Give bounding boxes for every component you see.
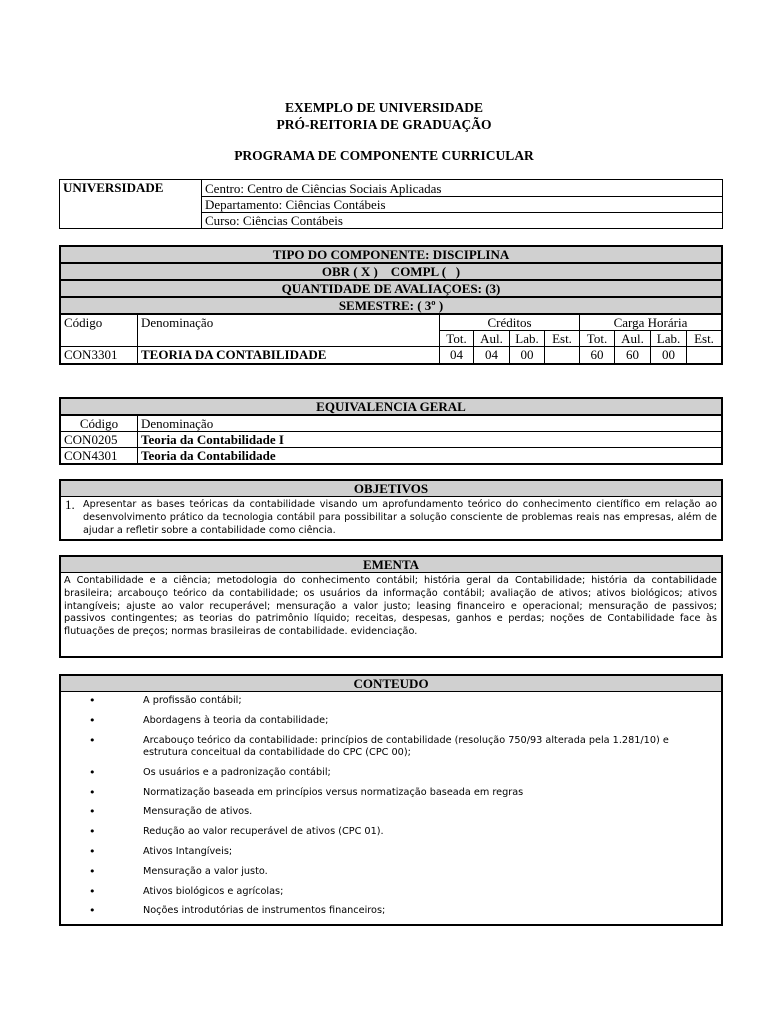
component-table — [59, 245, 723, 365]
tipo-componente: TIPO DO COMPONENTE: DISCIPLINA — [60, 246, 722, 263]
list-item: • Mensuração de ativos. — [89, 805, 253, 819]
ch-lab-header: Lab. — [651, 331, 687, 347]
equivalencia-table — [59, 397, 723, 465]
list-item: • Arcabouço teórico da contabilidade: princípios de contabilidade (resolução 750/93 alterada pela 1.281/10) e estrutura conceitual da contabilidade do CPC (CPC 00); — [89, 733, 669, 759]
equivalencia-title: EQUIVALENCIA GERAL — [60, 398, 722, 415]
bullet-icon: • — [89, 845, 96, 859]
component-denominacao: TEORIA DA CONTABILIDADE — [138, 347, 440, 364]
list-item: • Redução ao valor recuperável de ativos (CPC 01). — [89, 825, 384, 839]
equiv-col-codigo: Código — [60, 415, 138, 432]
cred-tot: 04 — [440, 347, 474, 364]
ch-tot: 60 — [580, 347, 615, 364]
ch-lab: 00 — [651, 347, 687, 364]
list-item: • Ativos biológicos e agrícolas; — [89, 884, 284, 898]
col-denominacao: Denominação — [138, 314, 440, 347]
university-title: EXEMPLO DE UNIVERSIDADE — [284, 100, 484, 115]
objetivos-text: Apresentar as bases teóricas da contabilidade visando um aprofundamento teórico do conhecimento científico em relação ao desenvolvimento prático da tecnologia contábil para possibilitar a solução consciente de problemas reais nas empresas, além de ajudar a refletir sobre a contabilidade como ciência. — [83, 499, 717, 536]
list-item: • Normatização baseada em princípios versus normatização baseada em regras — [89, 785, 524, 799]
col-creditos: Créditos — [440, 314, 580, 331]
cred-est-header: Est. — [545, 331, 580, 347]
bullet-icon: • — [89, 805, 96, 819]
bullet-icon: • — [89, 733, 96, 747]
cred-est — [545, 347, 580, 364]
ementa-section — [59, 555, 723, 658]
ch-aul: 60 — [615, 347, 651, 364]
cred-lab: 00 — [510, 347, 545, 364]
bullet-icon: • — [89, 694, 96, 707]
col-codigo: Código — [60, 314, 138, 347]
bullet-icon: • — [89, 884, 96, 898]
semestre: SEMESTRE: ( 3º ) — [60, 297, 722, 314]
conteudo-list — [61, 692, 721, 931]
quantidade-avaliacoes: QUANTIDADE DE AVALIAÇOES: (3) — [60, 280, 722, 297]
conteudo-title: CONTEUDO — [61, 676, 721, 692]
list-item: • Os usuários e a padronização contábil; — [89, 765, 331, 779]
obr-compl: OBR ( X ) COMPL ( ) — [60, 263, 722, 280]
cred-lab-header: Lab. — [510, 331, 545, 347]
equiv-codigo: CON0205 — [60, 432, 138, 448]
bullet-icon: • — [89, 765, 96, 779]
ementa-title: EMENTA — [61, 557, 721, 573]
curso: Curso: Ciências Contábeis — [202, 213, 723, 229]
list-item: • Abordagens à teoria da contabilidade; — [89, 713, 329, 727]
institution-table — [59, 179, 723, 229]
equiv-denominacao: Teoria da Contabilidade I — [138, 432, 723, 448]
equiv-codigo: CON4301 — [60, 448, 138, 465]
bullet-icon: • — [89, 713, 96, 727]
objetivos-section — [59, 479, 723, 541]
col-carga-horaria: Carga Horária — [580, 314, 723, 331]
program-title: PROGRAMA DE COMPONENTE CURRICULAR — [234, 148, 534, 163]
conteudo-section — [59, 674, 723, 926]
institution-label: UNIVERSIDADE — [60, 180, 202, 229]
bullet-icon: • — [89, 785, 96, 799]
ch-est — [687, 347, 723, 364]
equiv-denominacao: Teoria da Contabilidade — [138, 448, 723, 465]
objetivos-title: OBJETIVOS — [61, 481, 721, 497]
ementa-text: A Contabilidade e a ciência; metodologia do conhecimento contábil; história geral da Contabilidade; história da contabilidade brasileira; arcabouço teórico da contabilidade; os usuários da informação contábil; avaliação de ativos; ativos biológicos; ativos intangíveis; ajuste ao valor recuperável; mensuração a valor justo; leasing financeiro e operacional; mensuração de passivos; passivos contingentes; as teorias do patrimônio líquido; receitas, despesas, ganhos e perdas; noções de Contabilidade face às flutuações de preços; normas brasileiras de contabilidade. evidenciação. — [64, 575, 717, 638]
list-item: • A profissão contábil; — [89, 694, 242, 707]
cred-tot-header: Tot. — [440, 331, 474, 347]
list-item: • Noções introdutórias de instrumentos financeiros; — [89, 904, 386, 918]
ch-est-header: Est. — [687, 331, 723, 347]
cred-aul: 04 — [474, 347, 510, 364]
equiv-col-denominacao: Denominação — [138, 415, 723, 432]
bullet-icon: • — [89, 825, 96, 839]
bullet-icon: • — [89, 904, 96, 918]
ch-tot-header: Tot. — [580, 331, 615, 347]
centro: Centro: Centro de Ciências Sociais Aplicadas — [202, 180, 723, 197]
component-codigo: CON3301 — [60, 347, 138, 364]
bullet-icon: • — [89, 864, 96, 878]
objetivos-number: 1. — [65, 497, 75, 512]
list-item: • Ativos Intangíveis; — [89, 845, 233, 859]
departamento: Departamento: Ciências Contábeis — [202, 197, 723, 213]
ch-aul-header: Aul. — [615, 331, 651, 347]
office-title: PRÓ-REITORIA DE GRADUAÇÃO — [276, 117, 492, 132]
table-row — [60, 432, 722, 448]
table-row — [60, 448, 722, 465]
list-item: • Mensuração a valor justo. — [89, 864, 268, 878]
cred-aul-header: Aul. — [474, 331, 510, 347]
